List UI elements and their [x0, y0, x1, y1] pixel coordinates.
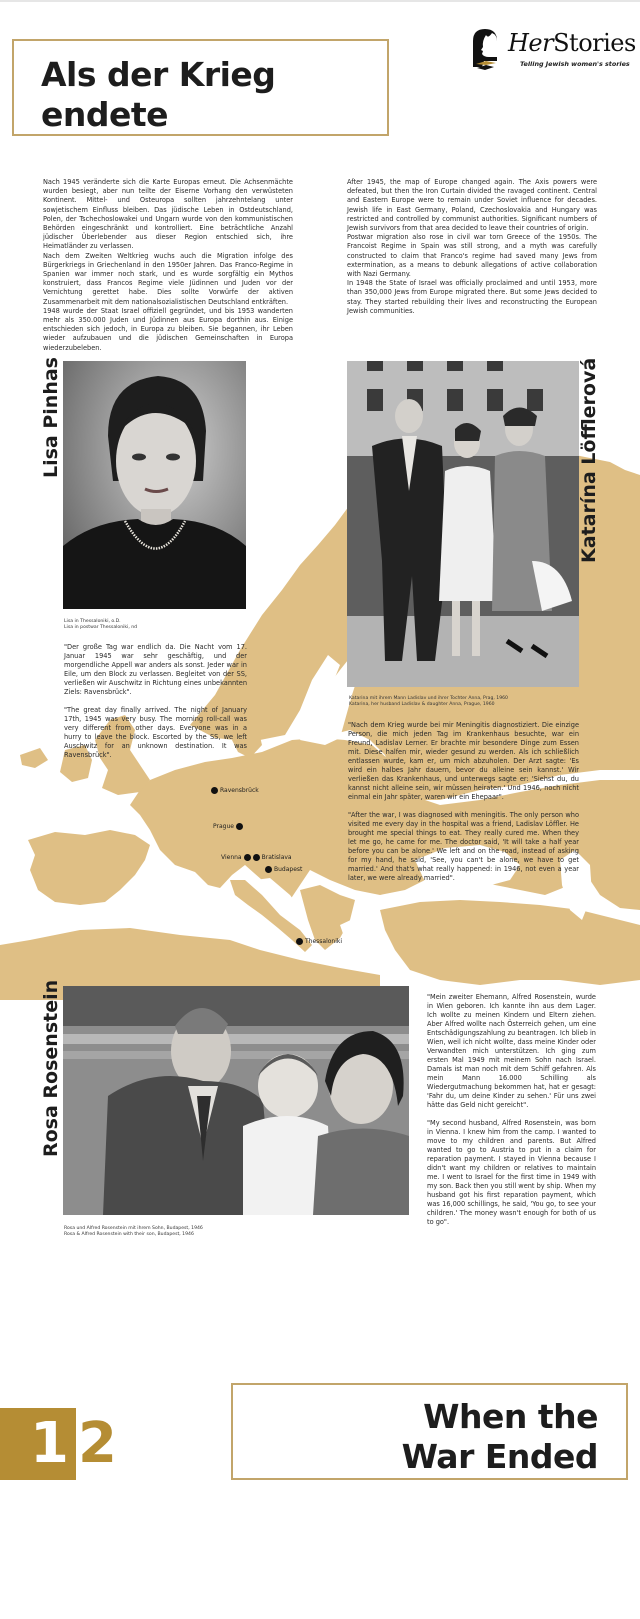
city-label: Thessaloniki [305, 938, 343, 945]
title-en-line1: When the [423, 1397, 598, 1436]
title-box-en [231, 1383, 628, 1480]
herstories-logo [470, 27, 636, 75]
quote-katarina [348, 721, 579, 883]
title-box-de [12, 39, 389, 136]
city-marker-budapest [265, 866, 304, 873]
chapter-number-digit1: 1 [30, 1411, 69, 1476]
story-name-rosa: Rosa Rosenstein [40, 979, 62, 1157]
city-marker-ravensbrueck [211, 787, 261, 794]
logo-word-her: Her [508, 29, 554, 57]
logo-word-stories: Stories [553, 29, 636, 57]
photo-caption-lisa [64, 619, 137, 631]
family-photo-katarina [347, 361, 579, 687]
intro-en-paragraph: In 1948 the State of Israel was officially proclaimed and until 1953, more than 350,000 Jews from Europe migrated there. But some Jews decided to stay. They started rebuilding their lives and reconstructing the European Jewish communities. [347, 279, 597, 315]
city-label: Prague [213, 823, 234, 830]
quote-lisa [64, 643, 247, 760]
top-divider [0, 0, 640, 2]
title-de-line1: Als der Krieg [41, 55, 276, 94]
city-label: Ravensbrück [220, 787, 259, 794]
story-name-katarina: Katarína Löfflerová [578, 357, 600, 563]
city-marker-thessaloniki [296, 938, 344, 945]
intro-de-paragraph: 1948 wurde der Staat Israel offiziell gegründet, und bis 1953 wanderten mehr als 350.000 Juden und Jüdinnen aus Europa dorthin aus. Einige entschieden sich jedoch, in Europa zu bleiben. Sie begannen, ihr Leben wieder aufzubauen und die jüdischen Gemeinschaften in Europa wiederzubeleben. [43, 306, 293, 352]
caption-en: Lisa in postwar Thessaloniki, nd [64, 625, 138, 630]
title-en-line2: War Ended [401, 1437, 598, 1476]
page-title-de [41, 55, 275, 135]
location-dot-icon [236, 823, 243, 830]
intro-text-en [347, 178, 597, 316]
caption-en: Rosa & Alfred Rosenstein with their son, Budapest, 1946 [64, 1232, 194, 1237]
story-name-lisa: Lisa Pinhas [40, 357, 62, 478]
caption-de: Lisa in Thessaloniki, o.D. [64, 619, 121, 624]
caption-de: Katarina mit ihrem Mann Ladislav und ihrer Tochter Anna, Prag, 1960 [349, 696, 508, 701]
intro-text-de [43, 178, 293, 353]
family-photo-rosa [63, 986, 409, 1215]
caption-en: Katarina, her husband Ladislav & daughter Anna, Prague, 1960 [349, 702, 495, 707]
logo-wordmark [508, 29, 636, 57]
intro-de-paragraph: Nach 1945 veränderte sich die Karte Europas erneut. Die Achsenmächte wurden besiegt, aber nun teilte der Eiserne Vorhang den verwüsteten Kontinent. Mittel- und Osteuropa sollten jahrzehntelang unter sowjetischem Einfluss bleiben. Das jüdische Leben in Ostdeutschland, Polen, der Tschechoslowakei und Ungarn wurde von den kommunistischen Behörden eingeschränkt und kontrolliert. Eine beträchtliche Anzahl jüdischer Überlebender aus dieser Region entschied sich, ihre Heimatländer zu verlassen. [43, 178, 293, 251]
title-de-line2: endete [41, 95, 169, 134]
quote-de: "Nach dem Krieg wurde bei mir Meningitis diagnostiziert. Die einzige Person, die mich jeden Tag im Krankenhaus besuchte, war ein Freund, Ladislav Lerner. Er brachte mir besondere Dinge zum Essen mit. Diese halfen mir, wieder gesund zu werden. Als ich schließlich entlassen wurde, kam er, um mich abzuholen. Der Arzt sagte: 'Es wird ein halbes Jahr dauern, bevor du alleine sein kannst.' Wir verließen das Krankenhaus, und unterwegs sagte er: 'Siehst du, du kannst nicht alleine sein, wir müssen heiraten.' Und 1946, noch nicht einmal ein Jahr später, waren wir ein Ehepaar". [348, 721, 579, 801]
quote-rosa [427, 993, 596, 1227]
page-title-en [402, 1397, 598, 1477]
city-label: Budapest [274, 866, 303, 873]
city-marker-prague [211, 823, 243, 830]
quote-en: "The great day finally arrived. The night of January 17th, 1945 was very busy. The morning roll-call was very different from other days. Everyone was in a hurry to leave the block. Escorted by the SS, we left Auschwitz for an unknown destination. It was Ravensbrück". [64, 706, 247, 759]
photo-caption-katarina [349, 696, 508, 708]
quote-en: "My second husband, Alfred Rosenstein, was born in Vienna. I knew him from the camp. I wanted to move to my children and parents. But Alfred wanted to go to Austria to put in a claim for reparation payment. I stayed in Vienna because I didn't want my children or relatives to maintain me. I went to Israel for the first time in 1949 with my son. Back then you still went by ship. When my husband got his first reparation payment, which was 16,000 schillings, he said, 'You go, to see your children.' The money wasn't enough for both of us to go". [427, 1119, 596, 1226]
quote-de: "Mein zweiter Ehemann, Alfred Rosenstein, wurde in Wien geboren. Ich kannte ihn aus dem Lager. Ich wollte zu meinen Kindern und Eltern ziehen. Aber Alfred wollte nach Österreich gehen, um eine Entschädigungszahlung zu beantragen. Ich blieb in Wien, weil ich nicht wollte, dass meine Kinder oder Verwandten mich unterstützen. Ich ging zum ersten Mal 1949 mit meinem Sohn nach Israel. Damals ist man noch mit dem Schiff gefahren. Als mein Mann 16.000 Schilling als Wiedergutmachung bekommen hat, hat er gesagt: 'Fahr du, um deine Kinder zu sehen.' Für uns zwei hätte das Geld nicht gereicht". [427, 993, 596, 1109]
logo-tagline: Telling Jewish women's stories [520, 60, 630, 68]
portrait-illustration [63, 361, 246, 609]
intro-de-paragraph: Nach dem Zweiten Weltkrieg wuchs auch die Migration infolge des Bürgerkriegs in Griechenland in den 1950er Jahren. Das Franco-Regime in Spanien war immer noch stark, und es wurde sorgfältig ein Mythos konstruiert, dass Francos Regime viele Jüdinnen und Juden vor der Vernichtung gerettet habe. Dies sollte Vorwürfe der aktiven Zusammenarbeit mit dem nationalsozialistischen Deutschland entkräften. [43, 251, 293, 306]
caption-de: Rosa und Alfred Rosenstein mit ihrem Sohn, Budapest, 1946 [64, 1226, 203, 1231]
quote-de: "Der große Tag war endlich da. Die Nacht vom 17. Januar 1945 war sehr geschäftig, und der morgendliche Appell war anders als sonst. Jeder war in Eile, um den Block zu verlassen. Begleitet von der SS, verließen wir Auschwitz in Richtung eines unbekannten Ziels: Ravensbrück". [64, 643, 247, 696]
quote-en: "After the war, I was diagnosed with meningitis. The only person who visited me every day in the hospital was a friend, Ladislav Löffler. He brought me special things to eat. They really cured me. When they let me go, he came for me. The doctor said, 'It will take a half year before you can be alone.' We left and on the road, instead of asking for my hand, he said, 'See, you can't be alone, we have to get married.' And that's what really happened: in 1946, not even a year later, we were already married". [348, 811, 579, 882]
chapter-number-digit2: 2 [78, 1411, 117, 1476]
woman-profile-logo-icon [470, 27, 500, 71]
city-marker-vienna-bratislava [219, 854, 294, 861]
location-dot-icon [296, 938, 303, 945]
family-illustration [63, 986, 409, 1215]
location-dot-icon [244, 854, 251, 861]
family-illustration [347, 361, 579, 687]
intro-en-paragraph: Postwar migration also rose in civil war torn Greece of the 1950s. The Francoist Regime in Spain was still strong, and a myth was carefully constructed to claim that Franco's regime had saved many Jews from extermination, as a means to debunk allegations of active collaboration with Nazi Germany. [347, 233, 597, 279]
location-dot-icon [211, 787, 218, 794]
location-dot-icon [265, 866, 272, 873]
city-label: Vienna [221, 854, 242, 861]
city-label: Bratislava [261, 854, 292, 861]
location-dot-icon [253, 854, 260, 861]
intro-en-paragraph: After 1945, the map of Europe changed again. The Axis powers were defeated, but then the Iron Curtain divided the ravaged continent. Central and Eastern Europe were to remain under Soviet influence for decades. Jewish life in East Germany, Poland, Czechoslovakia and Hungary was restricted and controlled by communist authorities. Significant numbers of Jewish survivors from that area decided to leave their countries of origin. [347, 178, 597, 233]
portrait-photo-lisa [63, 361, 246, 609]
photo-caption-rosa [64, 1226, 203, 1238]
